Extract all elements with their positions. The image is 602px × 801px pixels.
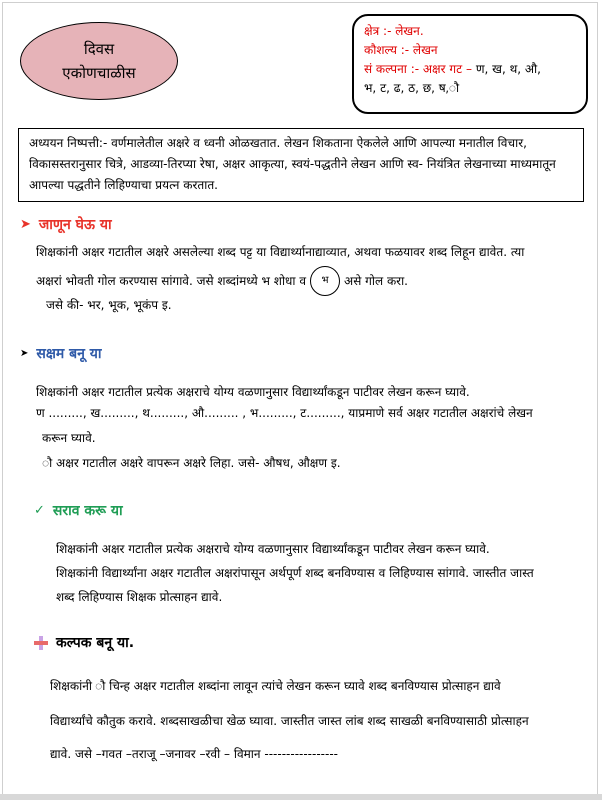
day-number: एकोणचाळीस xyxy=(62,64,136,82)
section-creative-title: कल्पक बनू या. xyxy=(56,635,135,651)
section-practice-line-1: शिक्षकांनी अक्षर गटातील प्रत्येक अक्षराचे योग्य वळणानुसार विद्यार्थ्यांकडून पाटीवर लेखन करून घ्यावे. xyxy=(56,542,490,556)
section-know-para-1: शिक्षकांनी अक्षर गटातील अक्षरे असलेल्या शब्द पट्ट या विद्यार्थ्यानाद्याव्यात, अथवा फळयावर शब्द लिहून द्यावेत. त्या xyxy=(36,245,525,259)
section-creative-line-1: शिक्षकांनी ौ चिन्ह अक्षर गटातील शब्दांना लावून त्यांचे लेखन करून घ्यावे शब्द बनविण्यास प्रोत्साहन द्यावे xyxy=(50,679,501,693)
small-arrow-icon: ➤ xyxy=(20,348,29,359)
section-know-example: जसे की- भर, भूक, भूकंप इ. xyxy=(46,298,172,312)
arrow-head-icon: ➤ xyxy=(20,217,31,232)
section-know-para-2-end: असे गोल करा. xyxy=(344,274,408,288)
section-know-para-2 xyxy=(36,266,592,296)
plus-icon xyxy=(34,636,48,650)
section-know-heading xyxy=(20,215,112,234)
learning-outcome-text: अध्ययन निष्पत्ती:- वर्णमालेतील अक्षरे व ध्वनी ओळखतात. लेखन शिकताना ऐकलेले आणि आपल्या मनातील विचार, विकासस्तरानुसार चित्रे, आडव्या-तिरप्या रेषा, अक्षर आकृत्या, स्वयं-पद्धतीने लेखन आणि स्व- नियंत्रित लेखनाच्या माध्यमातून आपल्या पद्धतीने लिहिण्याचा प्रयत्न करतात. xyxy=(29,136,556,192)
section-capable-heading xyxy=(20,344,102,363)
section-practice-title: सराव करू या xyxy=(52,503,123,519)
concept-value: ण, ख, थ, औ, xyxy=(475,62,541,76)
circled-letter: भ xyxy=(310,266,340,296)
skill-label: कौशल्य :- लेखन xyxy=(364,43,438,57)
info-box xyxy=(352,14,588,114)
section-practice-heading xyxy=(34,501,123,520)
concept-label: सं कल्पना :- अक्षर गट – xyxy=(364,62,472,76)
concept-value-continued: भ, ट, ढ, ठ, छ, ष,ौ xyxy=(364,81,460,95)
section-know-para-2-start: अक्षरां भोवती गोल करण्यास सांगावे. जसे शब्दांमध्ये भ शोधा व xyxy=(36,274,307,288)
day-oval xyxy=(20,22,178,100)
section-capable-line-2: ण ........., ख........., थ........., औ......... , भ........., ट........., याप्रमाणे सर्व अक्षर गटातील अक्षरांचे लेखन xyxy=(36,406,533,420)
section-creative-line-2: विद्यार्थ्यांचे कौतुक करावे. शब्दसाखळीचा खेळ घ्यावा. जास्तीत जास्त लांब शब्द साखळी बनविण्यासाठी प्रोत्साहन xyxy=(50,714,529,728)
section-capable-line-3: करून घ्यावे. xyxy=(42,431,96,445)
section-capable-line-1: शिक्षकांनी अक्षर गटातील प्रत्येक अक्षराचे योग्य वळणानुसार विद्यार्थ्यांकडून पाटीवर लेखन करून घ्यावे. xyxy=(36,385,470,399)
area-label: क्षेत्र :- लेखन. xyxy=(364,24,424,38)
section-practice-line-3: शब्द लिहिण्यास शिक्षक प्रोत्साहन द्यावे. xyxy=(56,590,223,604)
section-know-title: जाणून घेऊ या xyxy=(38,217,112,233)
day-label: दिवस xyxy=(83,40,115,58)
section-creative-heading xyxy=(34,633,134,652)
bottom-divider xyxy=(0,794,602,800)
learning-outcome-box xyxy=(18,128,584,202)
check-icon: ✓ xyxy=(34,503,45,518)
section-capable-line-4: ौ अक्षर गटातील अक्षरे वापरून अक्षरे लिहा. जसे- औषध, औक्षण इ. xyxy=(42,456,341,470)
section-capable-title: सक्षम बनू या xyxy=(36,346,102,362)
section-practice-line-2: शिक्षकांनी विद्यार्थ्यांना अक्षर गटातील अक्षरांपासून अर्थपूर्ण शब्द बनविण्यास व लिहिण्यास सांगावे. जास्तीत जास्त xyxy=(56,566,534,580)
section-creative-line-3: द्यावे. जसे –गवत –तराजू –जनावर –रवी – विमान ----------------- xyxy=(50,747,338,761)
